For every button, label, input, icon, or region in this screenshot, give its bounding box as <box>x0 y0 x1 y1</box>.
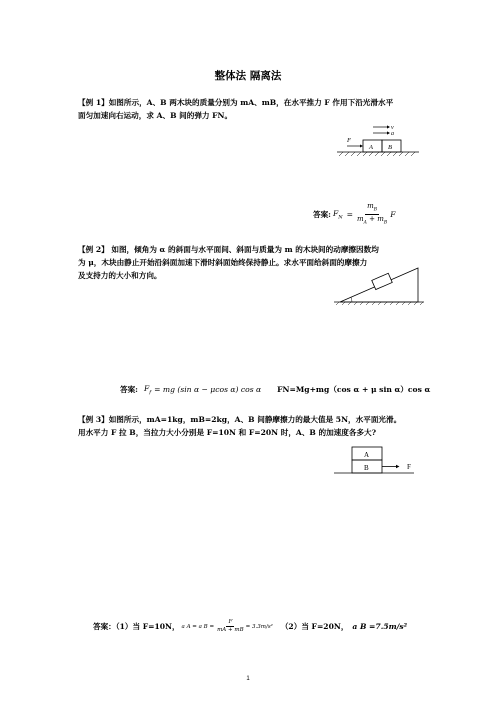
example-1-figure <box>335 122 421 158</box>
example-1-text <box>78 96 423 122</box>
answer-f: F <box>390 210 396 220</box>
denominator-plus: + <box>369 215 376 224</box>
acceleration-result: = 3.3m/s² <box>245 623 273 630</box>
acceleration-fraction <box>217 619 244 634</box>
example-2-line-3: 及支持力的大小和方向。 <box>78 271 162 280</box>
force-label: F <box>347 137 351 144</box>
block-a-3-label: A <box>364 451 370 459</box>
example-3-line-1: 【例 3】如图所示，mA=1kg，mB=2kg，A、B 间静摩擦力的最大值是 5N，水平面光滑。 <box>78 415 402 424</box>
ground-hatching-2 <box>336 302 423 305</box>
example-3-answer <box>93 619 407 634</box>
example-1-answer: 答案: $F_N$ = $\frac{m_B}{m_A + m_B}$ F <box>313 202 396 226</box>
example-2-line-1: 【例 2】 如图，倾角为 α 的斜面与水平面间、斜面与质量为 m 的木块间的动摩擦因数均 <box>78 245 379 254</box>
angle-arc <box>351 298 352 303</box>
denominator-m2: m <box>377 215 384 224</box>
denominator-m1: m <box>357 215 364 224</box>
velocity-label: v <box>391 125 394 131</box>
block-b-3-label: B <box>364 464 369 472</box>
numerator-sub: B <box>373 207 378 213</box>
answer-fn: F <box>333 209 339 219</box>
example-2-answer <box>120 384 430 396</box>
page-title: 整体法 隔离法 <box>214 70 282 82</box>
example-2-line-2: 为 μ，木块由静止开始沿斜面加速下滑时斜面始终保持静止。求水平面给斜面的摩擦力 <box>78 258 368 267</box>
pull-force-label: F <box>407 463 411 471</box>
example-3-text <box>78 413 423 439</box>
answer-part-1: 答案：（1）当 F=10N， <box>93 622 180 631</box>
numerator-m: m <box>367 202 374 210</box>
denominator-sub2: B <box>383 220 388 226</box>
acceleration-numerator: F <box>228 619 233 625</box>
acceleration-lhs: a A = a B = <box>181 623 215 630</box>
answer-part-2-value: a B =7.5m/s² <box>352 622 408 631</box>
example-3-line-2: 用水平力 F 拉 B，当拉力大小分别是 F=10N 和 F=20N 时，A、B 的加速度各多大? <box>78 428 377 437</box>
ground-hatching <box>339 152 415 156</box>
answer-friction-expr: = mg (sin α − μcos α) cos α <box>154 385 262 395</box>
example-2-figure <box>334 262 426 306</box>
answer-fn-sub: N <box>338 214 343 221</box>
answer-fraction <box>357 202 387 228</box>
page-number: 1 <box>246 676 250 682</box>
block-b-label: B <box>388 144 392 151</box>
answer-label: 答案: <box>313 210 331 220</box>
acceleration-denominator: mA + mB <box>217 627 244 633</box>
example-3-figure <box>330 444 420 490</box>
block-on-incline <box>372 273 392 289</box>
answer-label-2: 答案: <box>120 385 138 395</box>
answer-ff: F <box>144 384 150 393</box>
answer-ff-sub: f <box>149 389 152 396</box>
denominator-sub1: A <box>363 220 367 226</box>
block-a-label: A <box>369 144 373 151</box>
example-1-line-1: 【例 1】如图所示，A、B 两木块的质量分别为 mA、mB，在水平推力 F 作用下沿光滑水平 <box>78 98 394 107</box>
example-1-line-2: 面匀加速向右运动，求 A、B 间的弹力 FN。 <box>78 111 233 120</box>
acceleration-label: a <box>391 131 394 137</box>
answer-part-2: （2）当 F=20N， <box>280 622 349 631</box>
answer-normal-expr: FN=Mg+mg（cos α + μ sin α）cos α <box>277 385 431 395</box>
